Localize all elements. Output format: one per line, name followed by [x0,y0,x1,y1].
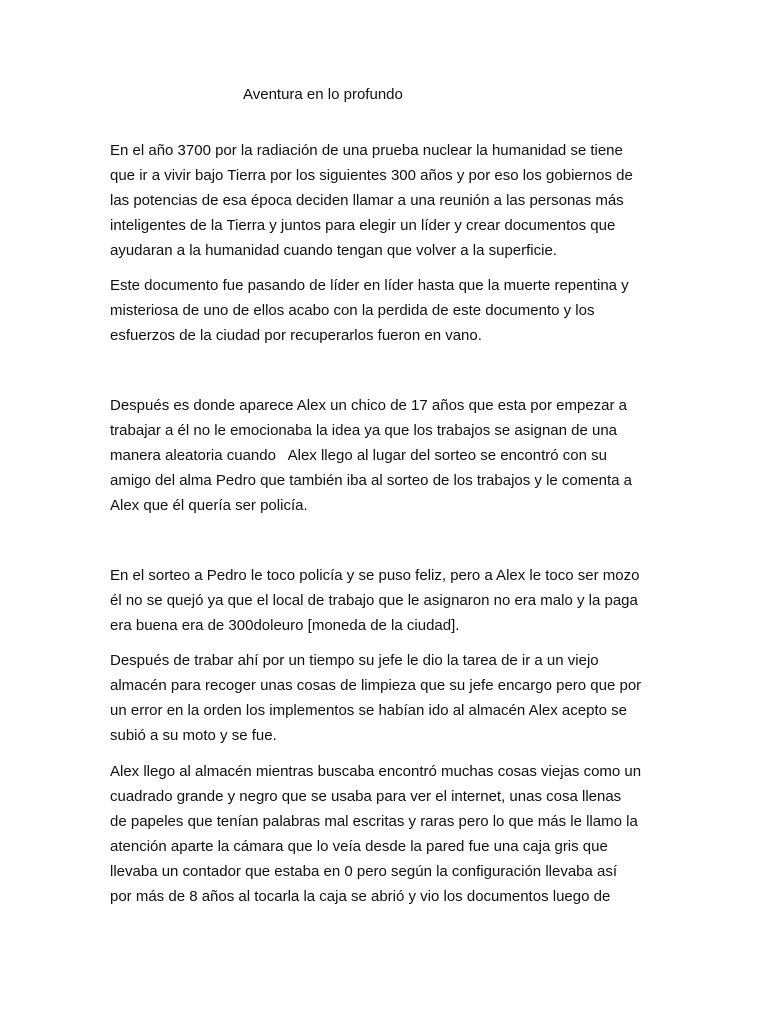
paragraph-3-line-1: Después es donde aparece Alex un chico de 17 años que esta por empezar a [110,397,628,414]
paragraph-4-line-3: era buena era de 300doleuro [moneda de la ciudad]. [110,617,460,634]
paragraph-5-line-1: Después de trabar ahí por un tiempo su jefe le dio la tarea de ir a un viejo [110,652,599,669]
paragraph-1-line-3: las potencias de esa época deciden llamar a una reunión a las personas más [110,192,624,209]
paragraph-5-line-4: subió a su moto y se fue. [110,727,277,744]
paragraph-6-line-1: Alex llego al almacén mientras buscaba encontró muchas cosas viejas como un [110,763,642,780]
paragraph-6-line-5: llevaba un contador que estaba en 0 pero según la configuración llevaba así [110,863,618,880]
paragraph-6-line-6: por más de 8 años al tocarla la caja se abrió y vio los documentos luego de [110,888,611,905]
paragraph-6-line-2: cuadrado grande y negro que se usaba para ver el internet, unas cosa llenas [110,788,622,805]
paragraph-5-line-2: almacén para recoger unas cosas de limpieza que su jefe encargo pero que por [110,677,642,694]
paragraph-2-line-2: misteriosa de uno de ellos acabo con la perdida de este documento y los [110,302,595,319]
paragraph-3-line-3: manera aleatoria cuando Alex llego al lugar del sorteo se encontró con su [110,447,607,464]
paragraph-2-line-3: esfuerzos de la ciudad por recuperarlos fueron en vano. [110,327,482,344]
paragraph-1-line-5: ayudaran a la humanidad cuando tengan que volver a la superficie. [110,242,557,259]
document-title: Aventura en lo profundo [243,86,403,103]
paragraph-6-line-4: atención aparte la cámara que lo veía desde la pared fue una caja gris que [110,838,608,855]
paragraph-1-line-2: que ir a vivir bajo Tierra por los siguientes 300 años y por eso los gobiernos de [110,167,633,184]
paragraph-4-line-2: él no se quejó ya que el local de trabajo que le asignaron no era malo y la paga [110,592,638,609]
paragraph-1-line-4: inteligentes de la Tierra y juntos para elegir un líder y crear documentos que [110,217,616,234]
paragraph-3-line-4: amigo del alma Pedro que también iba al sorteo de los trabajos y le comenta a [110,472,632,489]
paragraph-4-line-1: En el sorteo a Pedro le toco policía y se puso feliz, pero a Alex le toco ser mozo [110,567,640,584]
paragraph-3-line-5: Alex que él quería ser policía. [110,497,308,514]
paragraph-2-line-1: Este documento fue pasando de líder en líder hasta que la muerte repentina y [110,277,629,294]
paragraph-1-line-1: En el año 3700 por la radiación de una prueba nuclear la humanidad se tiene [110,142,623,159]
paragraph-3-line-2: trabajar a él no le emocionaba la idea ya que los trabajos se asignan de una [110,422,618,439]
paragraph-5-line-3: un error en la orden los implementos se habían ido al almacén Alex acepto se [110,702,627,719]
paragraph-6-line-3: de papeles que tenían palabras mal escritas y raras pero lo que más le llamo la [110,813,638,830]
